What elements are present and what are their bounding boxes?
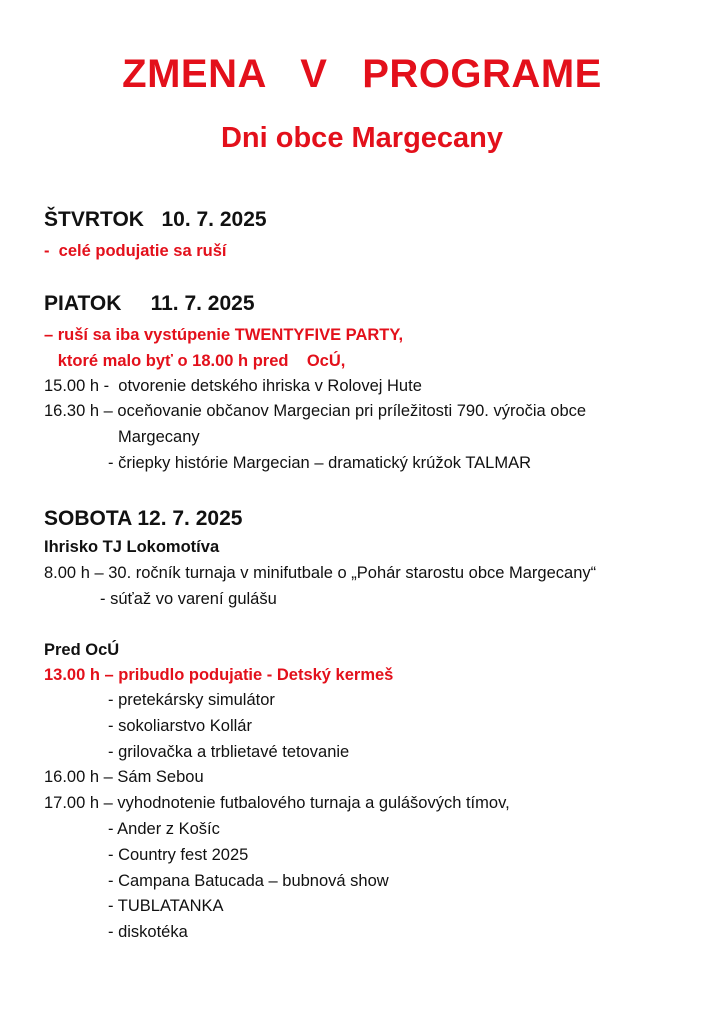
program-item: 15.00 h - otvorenie detského ihriska v Rolovej Hute	[44, 377, 422, 395]
venue-heading: Pred OcÚ	[44, 641, 120, 659]
day-heading-friday: PIATOK 11. 7. 2025	[44, 292, 255, 315]
program-item: 16.00 h – Sám Sebou	[44, 768, 204, 786]
program-subitem: - diskotéka	[108, 923, 188, 941]
cancellation-note-cont: ktoré malo byť o 18.00 h pred OcÚ,	[44, 352, 346, 370]
day-heading-saturday: SOBOTA 12. 7. 2025	[44, 507, 243, 530]
program-subitem: - Ander z Košíc	[108, 820, 220, 838]
program-subitem: - Country fest 2025	[108, 846, 249, 864]
program-subitem: - grilovačka a trblietavé tetovanie	[108, 743, 350, 761]
program-subitem: - čriepky histórie Margecian – dramatický krúžok TALMAR	[108, 454, 532, 472]
page-subtitle: Dni obce Margecany	[220, 122, 504, 154]
program-subitem: - Campana Batucada – bubnová show	[108, 872, 389, 890]
program-subitem: - súťaž vo varení gulášu	[100, 590, 277, 608]
program-item: 17.00 h – vyhodnotenie futbalového turnaja a gulášových tímov,	[44, 794, 510, 812]
program-subitem: - pretekársky simulátor	[108, 691, 275, 709]
program-item: 8.00 h – 30. ročník turnaja v minifutbale o „Pohár starostu obce Margecany“	[44, 564, 597, 582]
day-heading-thursday: ŠTVRTOK 10. 7. 2025	[44, 208, 267, 231]
added-event: 13.00 h – pribudlo podujatie - Detský kermeš	[44, 666, 394, 684]
program-subitem: - sokoliarstvo Kollár	[108, 717, 252, 735]
page-title: ZMENA V PROGRAME	[122, 52, 602, 96]
program-item-cont: Margecany	[118, 428, 200, 446]
program-subitem: - TUBLATANKA	[108, 897, 224, 915]
venue-heading: Ihrisko TJ Lokomotíva	[44, 538, 220, 556]
cancellation-note: - celé podujatie sa ruší	[44, 242, 227, 260]
cancellation-note: – ruší sa iba vystúpenie TWENTYFIVE PARTY,	[44, 326, 404, 344]
program-item: 16.30 h – oceňovanie občanov Margecian pri príležitosti 790. výročia obce	[44, 402, 587, 420]
